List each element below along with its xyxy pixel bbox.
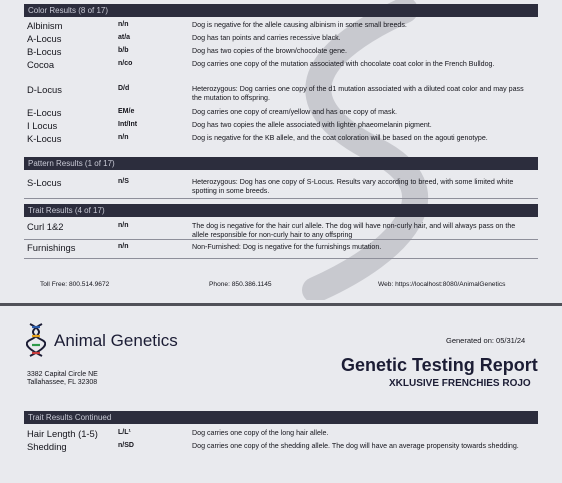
result-description: Dog is negative for the KB allele, and the coat coloration will be based on the agouti genotype. (192, 134, 488, 142)
trait-name: A-Locus (27, 33, 62, 44)
genotype: Int/Int (118, 121, 138, 128)
divider (24, 198, 538, 199)
result-description: Dog has two copies of the brown/chocolate gene. (192, 47, 347, 55)
result-description: The dog is negative for the hair curl allele. The dog will have non-curly hair, and will always pass on the allele responsible for non-curly hair to any offspring (192, 222, 516, 239)
genotype: L/L¹ (118, 429, 131, 436)
color-results-header: Color Results (8 of 17) (24, 4, 538, 17)
trait-name: Cocoa (27, 59, 55, 70)
result-description: Dog carries one copy of the long hair allele. (192, 429, 329, 437)
genotype: n/n (118, 21, 129, 28)
trait-results-header: Trait Results (4 of 17) (24, 204, 538, 217)
footer-toll-free: Toll Free: 800.514.9672 (40, 281, 110, 288)
trait-name: B-Locus (27, 46, 62, 57)
divider (24, 258, 538, 259)
genotype: EM/e (118, 108, 135, 115)
brand-name: Animal Genetics (54, 331, 178, 350)
report-title: Genetic Testing Report (341, 355, 538, 375)
genotype: n/n (118, 134, 129, 141)
genotype: n/n (118, 243, 129, 250)
genotype: n/SD (118, 442, 134, 449)
result-description: Heterozygous: Dog has one copy of S-Locus. Results vary according to breed, with some limited white spotting in some breeds. (192, 178, 514, 195)
genotype: b/b (118, 47, 129, 54)
genotype: n/S (118, 178, 129, 185)
genotype: D/d (118, 85, 130, 92)
result-description: Dog has tan points and carries recessive black. (192, 34, 341, 42)
generated-date: Generated on: 05/31/24 (446, 336, 526, 345)
address-line-1: 3382 Capital Circle NE (27, 371, 98, 378)
result-description: Dog carries one copy of the mutation associated with chocolate coat color in the French Bulldog. (192, 60, 495, 68)
divider (24, 239, 538, 240)
address-line-2: Tallahassee, FL 32308 (27, 379, 98, 386)
footer-phone: Phone: 850.386.1145 (209, 281, 272, 288)
trait-name: K-Locus (27, 133, 62, 144)
result-description: Dog carries one copy of the shedding allele. The dog will have an average propensity towards shedding. (192, 442, 519, 450)
trait-name: I Locus (27, 120, 58, 131)
genotype: at/a (118, 34, 131, 41)
result-description: Dog has two copies the allele associated with lighter phaeomelanin pigment. (192, 121, 432, 129)
trait-name: S-Locus (27, 177, 62, 188)
dog-name: XKLUSIVE FRENCHIES ROJO (389, 378, 531, 389)
dna-logo-icon (26, 322, 46, 358)
genotype: n/co (118, 60, 133, 67)
trait-continued-header: Trait Results Continued (24, 411, 538, 424)
result-description: Dog carries one copy of cream/yellow and has one copy of mask. (192, 108, 398, 116)
trait-name: E-Locus (27, 107, 62, 118)
trait-name: Furnishings (27, 242, 76, 253)
footer-web: Web: https://localhost:8080/AnimalGenetics (378, 281, 506, 288)
pattern-results-header: Pattern Results (1 of 17) (24, 157, 538, 170)
trait-name: D-Locus (27, 84, 62, 95)
page-break (0, 303, 562, 306)
result-description: Dog is negative for the allele causing albinism in some small breeds. (192, 21, 407, 29)
trait-name: Hair Length (1-5) (27, 428, 98, 439)
genotype: n/n (118, 222, 129, 229)
dna-watermark (255, 0, 455, 300)
trait-name: Shedding (27, 441, 67, 452)
trait-name: Albinism (27, 20, 63, 31)
result-description: Non-Furnished: Dog is negative for the furnishings mutation. (192, 243, 382, 251)
result-description: Heterozygous: Dog carries one copy of the d1 mutation associated with a diluted coat color and may pass the mutation to offspring. (192, 85, 524, 102)
trait-name: Curl 1&2 (27, 221, 64, 232)
